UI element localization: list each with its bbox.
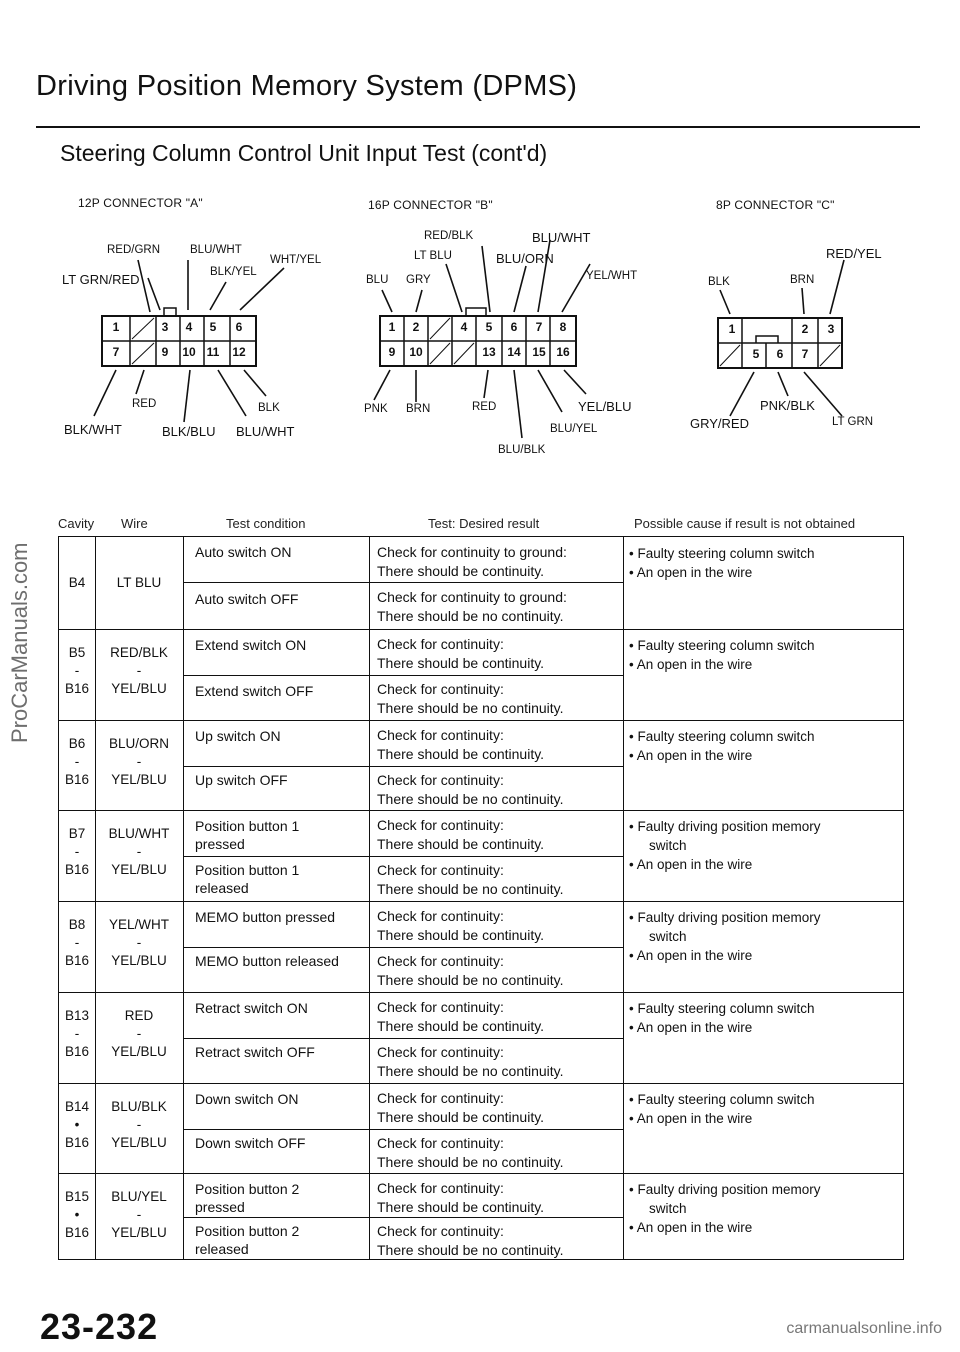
condition-off: MEMO button released	[195, 953, 339, 969]
footer-url[interactable]: carmanualsonline.info	[786, 1320, 942, 1337]
cavity-cell: B4	[68, 575, 86, 590]
pin-a-10: 10	[182, 345, 196, 359]
condition-on: Extend switch ON	[195, 637, 307, 653]
header-wire: Wire	[121, 516, 148, 531]
wire-label: GRY	[406, 274, 431, 286]
wire-label: BLK/YEL	[210, 266, 257, 278]
page-number: 23-232	[40, 1306, 159, 1347]
pin-b-2: 2	[412, 320, 420, 334]
wire-label: BLU/ORN	[496, 251, 554, 266]
result-off: Check for continuity: There should be no continuity.	[377, 862, 564, 897]
condition-off: Position button 2 released	[195, 1223, 300, 1257]
pin-a-11: 11	[206, 345, 220, 359]
wire-cell: RED - YEL/BLU	[111, 1008, 167, 1059]
table-row	[59, 811, 903, 902]
condition-on: Down switch ON	[195, 1091, 299, 1107]
title-rule	[36, 126, 920, 128]
condition-off: Retract switch OFF	[195, 1044, 315, 1060]
pin-c-3: 3	[827, 322, 835, 336]
header-possible-cause: Possible cause if result is not obtained	[634, 516, 856, 531]
cavity-cell: B14 • B16	[64, 1099, 90, 1150]
possible-cause: • Faulty driving position memory switch • An open in the wire	[629, 910, 821, 963]
possible-cause: • Faulty steering column switch • An open in the wire	[629, 1001, 815, 1035]
pin-b-7: 7	[535, 320, 543, 334]
condition-off: Up switch OFF	[195, 772, 288, 788]
pin-b-8: 8	[559, 320, 567, 334]
wire-label: WHT/YEL	[270, 254, 322, 266]
connector-b-title: 16P CONNECTOR "B"	[368, 198, 493, 212]
result-off: Check for continuity: There should be no continuity.	[377, 953, 564, 988]
wire-cell: BLU/ORN - YEL/BLU	[108, 736, 169, 787]
possible-cause: • Faulty steering column switch • An open in the wire	[629, 729, 815, 763]
condition-on: Position button 2 pressed	[195, 1181, 300, 1215]
header-cavity: Cavity	[58, 516, 95, 531]
possible-cause: • Faulty steering column switch • An open in the wire	[629, 546, 815, 580]
cavity-cell: B5 - B16	[64, 645, 90, 696]
condition-on: MEMO button pressed	[195, 909, 336, 925]
table-row	[59, 1084, 903, 1174]
wire-label: BLU/YEL	[550, 423, 598, 435]
pin-c-2: 2	[801, 322, 809, 336]
wire-label: BLK	[708, 276, 730, 288]
condition-off: Extend switch OFF	[195, 683, 314, 699]
wire-label: PNK	[364, 403, 388, 415]
table-row	[59, 630, 903, 721]
pin-c-7: 7	[801, 347, 809, 361]
cavity-cell: B6 - B16	[64, 736, 90, 787]
result-on: Check for continuity to ground: There should be continuity.	[377, 544, 567, 579]
pin-b-1: 1	[388, 320, 396, 334]
wire-label: LT BLU	[414, 250, 452, 262]
result-on: Check for continuity: There should be continuity.	[377, 636, 545, 671]
wire-label: RED/YEL	[826, 246, 882, 261]
result-on: Check for continuity: There should be continuity.	[377, 817, 545, 852]
wire-label: RED	[132, 398, 157, 410]
condition-on: Up switch ON	[195, 728, 281, 744]
pin-a-1: 1	[112, 320, 120, 334]
possible-cause: • Faulty steering column switch • An open in the wire	[629, 1092, 815, 1126]
result-off: Check for continuity to ground: There should be no continuity.	[377, 589, 567, 624]
pin-a-12: 12	[232, 345, 246, 359]
wire-label: BLU/BLK	[498, 444, 546, 456]
result-on: Check for continuity: There should be continuity.	[377, 999, 545, 1034]
pin-b-16: 16	[556, 345, 570, 359]
cavity-cell: B8 - B16	[64, 917, 90, 968]
possible-cause: • Faulty driving position memory switch • An open in the wire	[629, 1182, 821, 1235]
section-subtitle: Steering Column Control Unit Input Test (cont'd)	[60, 140, 548, 166]
pin-a-5: 5	[209, 320, 217, 334]
possible-cause: • Faulty steering column switch • An open in the wire	[629, 638, 815, 672]
table-row	[59, 721, 903, 811]
condition-on: Auto switch ON	[195, 544, 292, 560]
pin-c-6: 6	[776, 347, 784, 361]
condition-on: Position button 1 pressed	[195, 818, 300, 852]
pin-b-15: 15	[532, 345, 546, 359]
pin-a-4: 4	[185, 320, 193, 334]
condition-off: Position button 1 released	[195, 862, 300, 896]
pin-a-3: 3	[161, 320, 169, 334]
table-row	[59, 537, 903, 630]
result-on: Check for continuity: There should be continuity.	[377, 1090, 545, 1125]
wire-cell: YEL/WHT - YEL/BLU	[108, 917, 169, 968]
wire-label: BLU/WHT	[190, 244, 242, 256]
wire-label: BLU/WHT	[532, 230, 591, 245]
result-off: Check for continuity: There should be no continuity.	[377, 1223, 564, 1258]
condition-off: Auto switch OFF	[195, 591, 299, 607]
pin-a-6: 6	[235, 320, 243, 334]
wire-label: BLK	[258, 402, 280, 414]
table-row	[59, 1174, 903, 1261]
wire-label: BLK/BLU	[162, 424, 216, 439]
table-row	[59, 993, 903, 1084]
wire-label: BLK/WHT	[64, 422, 122, 437]
pin-a-9: 9	[161, 345, 169, 359]
page-title: Driving Position Memory System (DPMS)	[36, 70, 578, 102]
possible-cause: • Faulty driving position memory switch • An open in the wire	[629, 819, 821, 872]
pin-b-10: 10	[409, 345, 423, 359]
cavity-cell: B7 - B16	[64, 826, 90, 877]
test-table	[58, 536, 904, 1260]
condition-off: Down switch OFF	[195, 1135, 306, 1151]
connector-a-title: 12P CONNECTOR "A"	[78, 196, 203, 210]
pin-b-13: 13	[482, 345, 496, 359]
wire-label: BLU	[366, 274, 389, 286]
wire-cell: BLU/BLK - YEL/BLU	[111, 1099, 167, 1150]
wire-label: YEL/WHT	[586, 270, 638, 282]
wire-label: LT GRN	[832, 416, 874, 428]
wire-label: BLU/WHT	[236, 424, 295, 439]
wire-label: RED/BLK	[424, 230, 474, 242]
result-off: Check for continuity: There should be no continuity.	[377, 772, 564, 807]
cavity-cell: B13 - B16	[64, 1008, 90, 1059]
pin-c-5: 5	[752, 347, 760, 361]
pin-b-6: 6	[510, 320, 518, 334]
wire-label: RED/GRN	[107, 244, 161, 256]
wire-label: LT GRN/RED	[62, 272, 140, 287]
watermark: ProCarManuals.com	[7, 542, 32, 743]
wire-label: BRN	[790, 274, 815, 286]
result-on: Check for continuity: There should be continuity.	[377, 1180, 545, 1215]
pin-b-5: 5	[485, 320, 493, 334]
wire-label: GRY/RED	[690, 416, 749, 431]
pin-c-1: 1	[728, 322, 736, 336]
wire-label: RED	[472, 401, 497, 413]
pin-a-7: 7	[112, 345, 120, 359]
result-off: Check for continuity: There should be no continuity.	[377, 681, 564, 716]
wire-cell: LT BLU	[116, 575, 162, 590]
header-test-condition: Test condition	[226, 516, 306, 531]
header-desired-result: Test: Desired result	[428, 516, 540, 531]
connector-c-title: 8P CONNECTOR "C"	[716, 198, 835, 212]
wire-label: BRN	[406, 403, 431, 415]
result-off: Check for continuity: There should be no continuity.	[377, 1044, 564, 1079]
pin-b-9: 9	[388, 345, 396, 359]
result-on: Check for continuity: There should be continuity.	[377, 908, 545, 943]
wire-cell: BLU/YEL - YEL/BLU	[111, 1189, 167, 1240]
wire-label: YEL/BLU	[578, 399, 632, 414]
pin-b-14: 14	[507, 345, 521, 359]
wire-cell: RED/BLK - YEL/BLU	[110, 645, 168, 696]
result-on: Check for continuity: There should be continuity.	[377, 727, 545, 762]
condition-on: Retract switch ON	[195, 1000, 308, 1016]
table-row	[59, 902, 903, 993]
pin-b-4: 4	[460, 320, 468, 334]
cavity-cell: B15 • B16	[64, 1189, 90, 1240]
wire-cell: BLU/WHT - YEL/BLU	[108, 826, 170, 877]
result-off: Check for continuity: There should be no continuity.	[377, 1135, 564, 1170]
wire-label: PNK/BLK	[760, 398, 815, 413]
